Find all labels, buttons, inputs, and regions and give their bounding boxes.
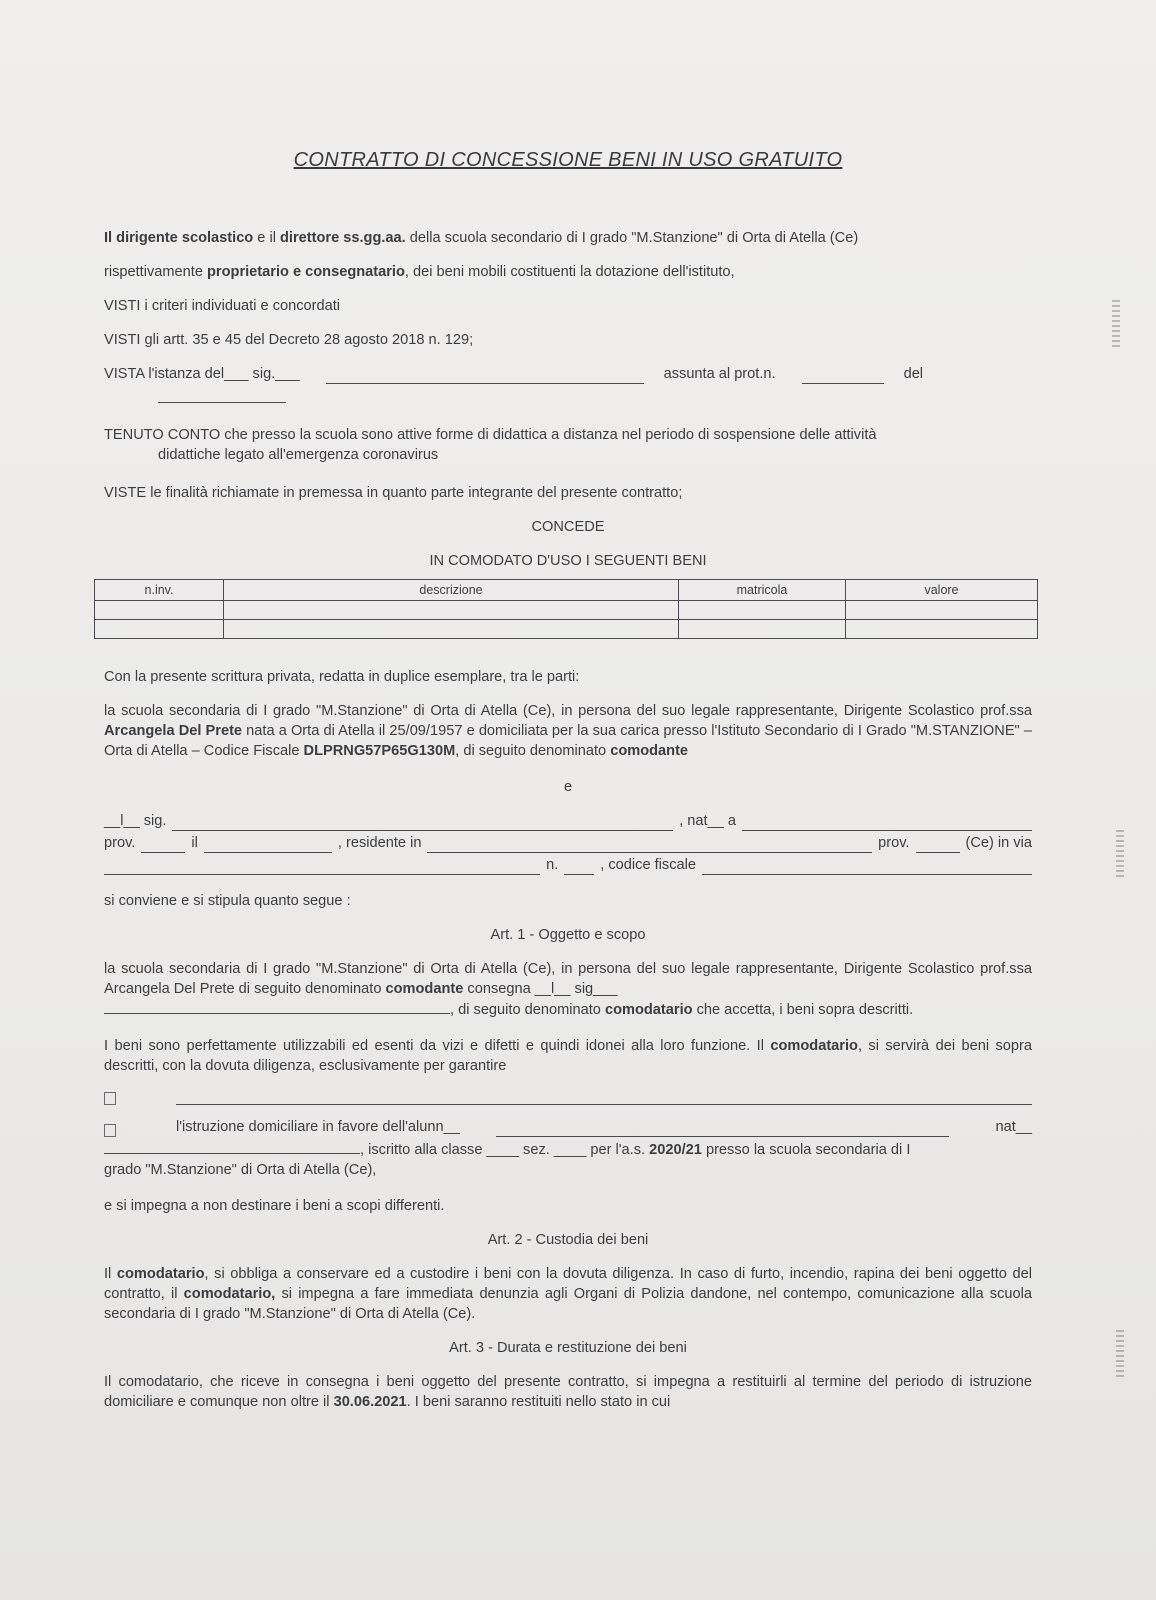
bold-proprietario: proprietario e consegnatario: [207, 264, 405, 280]
vista-istanza: [104, 364, 1032, 384]
scan-binder-mark: [1112, 300, 1120, 350]
art1-text-b: consegna __l__ sig___: [463, 981, 618, 997]
viste-finalita: VISTE le finalità richiamate in premessa in quanto parte integrante del presente contratto;: [104, 485, 683, 501]
codice-fiscale-label: , codice fiscale: [600, 857, 696, 873]
nato-label-2: nat__: [995, 1119, 1032, 1135]
col-header-ninv: n.inv.: [95, 580, 224, 601]
school-text-a: la scuola secondaria di I grado "M.Stanzione" di Orta di Atella (Ce), in persona del suo legale rappresentante, Dirigente Scolastico prof.ssa: [104, 703, 1032, 719]
class-line: [104, 1139, 1032, 1160]
recipient-blank: [104, 999, 450, 1014]
and-separator: e: [563, 779, 573, 795]
table-cell: [846, 601, 1038, 620]
art1-text-a: la scuola secondaria di I grado "M.Stanzione" di Orta di Atella (Ce), in persona del suo legale rappresentante, Dirigente Scolastico prof.ssa Arcangela Del Prete di seguito denominato: [104, 961, 1032, 997]
checkbox[interactable]: [104, 1092, 116, 1105]
birthdate-blank: [204, 838, 332, 853]
comodatario-term: comodatario: [604, 1002, 693, 1018]
comodatario-term-2: comodatario: [770, 1038, 858, 1054]
checkbox[interactable]: [104, 1124, 116, 1137]
intro-and: e il: [253, 230, 280, 246]
document-body: [104, 150, 1032, 1412]
street-blank: [104, 862, 540, 875]
class-text: , iscritto alla classe ____ sez. ____ per l'a.s.: [360, 1142, 650, 1158]
table-cell: [679, 620, 846, 639]
dirigente-name: Arcangela Del Prete: [104, 723, 243, 739]
birth-blank: [104, 1139, 360, 1154]
vista-label: VISTA l'istanza del___ sig.___: [104, 366, 300, 382]
comodatario-field-line-1: [104, 811, 1032, 831]
table-cell: [679, 601, 846, 620]
visti-criteri: VISTI i criteri individuati e concordati: [104, 298, 341, 314]
art1-p2-b: , si servirà dei beni sopra descritti, con la dovuta diligenza, esclusivamente per garantire: [104, 1038, 1032, 1074]
school-grade-line: grado "M.Stanzione" di Orta di Atella (Ce),: [104, 1162, 377, 1178]
table-row: [95, 620, 1038, 639]
prov2-label: prov.: [878, 835, 910, 851]
vista-del-label: del: [903, 366, 924, 382]
art3-text-a: Il comodatario, che riceve in consegna i beni oggetto del presente contratto, si impegna a restituirli al termine del periodo di istruzione domiciliare e comunque non oltre il: [104, 1374, 1032, 1410]
concede-heading: CONCEDE: [531, 519, 605, 535]
art3-text-b: . I beni saranno restituiti nello stato in cui: [406, 1394, 671, 1410]
table-header-row: [95, 580, 1038, 601]
purpose-blank: [176, 1092, 1032, 1105]
art1-text-d: che accetta, i beni sopra descritti.: [692, 1002, 914, 1018]
art1-paragraph-3: e si impegna a non destinare i beni a scopi differenti.: [104, 1198, 445, 1214]
purpose-option-2[interactable]: [104, 1117, 1032, 1137]
vista-name-blank: [326, 369, 644, 384]
art3-paragraph: [104, 1372, 1032, 1412]
tenuto-conto-line-2: didattiche legato all'emergenza coronavirus: [158, 447, 439, 463]
numero-label: n.: [546, 857, 559, 873]
table-cell: [846, 620, 1038, 639]
comodante-term: comodante: [610, 743, 689, 759]
conviene-line: si conviene e si stipula quanto segue :: [104, 893, 351, 909]
vista-prot-blank: [802, 369, 884, 384]
scan-binder-mark: [1116, 830, 1124, 880]
school-year: 2020/21: [649, 1142, 702, 1158]
prov-label: prov.: [104, 835, 136, 851]
residence-blank: [427, 840, 872, 853]
art2-paragraph: [104, 1264, 1032, 1324]
nato-label: , nat__ a: [679, 813, 736, 829]
return-date: 30.06.2021: [333, 1394, 407, 1410]
art1-p2-a: I beni sono perfettamente utilizzabili ed esenti da vizi e difetti e quindi idonei alla loro funzione. Il: [104, 1038, 771, 1054]
parties-intro: Con la presente scrittura privata, redatta in duplice esemplare, tra le parti:: [104, 669, 580, 685]
istruzione-domiciliare-text: l'istruzione domiciliare in favore dell'alunn__: [176, 1119, 460, 1135]
intro-line-1-rest: della scuola secondario di I grado "M.Stanzione" di Orta di Atella (Ce): [405, 230, 859, 246]
intro-line-2-pre: rispettivamente: [104, 264, 208, 280]
document-title: CONTRATTO DI CONCESSIONE BENI IN USO GRATUITO: [293, 149, 843, 171]
birthplace-blank: [742, 816, 1032, 831]
art2-heading: Art. 2 - Custodia dei beni: [487, 1232, 649, 1248]
numero-blank: [564, 860, 594, 875]
class-text-end: presso la scuola secondaria di I: [701, 1142, 911, 1158]
prov-blank: [141, 838, 185, 853]
residente-label: , residente in: [337, 835, 422, 851]
table-cell: [95, 601, 224, 620]
tenuto-conto-line-1: TENUTO CONTO che presso la scuola sono attive forme di didattica a distanza nel periodo di sospensione delle attività: [104, 427, 877, 443]
school-text-b: nata a Orta di Atella il 25/09/1957 e domiciliata per la sua carica presso l'Istituto Secondario di I Grado "M.STANZIONE" – Orta di Atella – Codice Fiscale: [104, 723, 1032, 759]
comodante-term-2: comodante: [385, 981, 464, 997]
vista-date-line: [158, 388, 1032, 409]
art2-text-a: Il: [104, 1266, 117, 1282]
art1-paragraph-2: [104, 1036, 1032, 1076]
col-header-valore: valore: [846, 580, 1038, 601]
table-cell: [224, 620, 679, 639]
comodatario-field-line-3: [104, 855, 1032, 875]
prov2-blank: [916, 838, 960, 853]
il-label: il: [191, 835, 198, 851]
intro-line-2: [104, 262, 1032, 282]
art3-heading: Art. 3 - Durata e restituzione dei beni: [449, 1340, 687, 1356]
col-header-descrizione: descrizione: [224, 580, 679, 601]
comodatario-field-line-2: [104, 833, 1032, 853]
col-header-matricola: matricola: [679, 580, 846, 601]
comodatario-term-3: comodatario: [116, 1266, 205, 1282]
art1-paragraph-1: [104, 959, 1032, 999]
intro-line-1: [104, 228, 1032, 248]
comodatario-term-4: comodatario,: [183, 1286, 276, 1302]
vista-prot-label: assunta al prot.n.: [663, 366, 776, 382]
school-text-c: , di seguito denominato: [455, 743, 611, 759]
vista-date-blank: [158, 388, 286, 403]
art2-text-b: , si obbliga a conservare ed a custodire i beni con la dovuta diligenza. In caso di furto, incendio, rapina dei beni oggetto del contratto, il: [104, 1266, 1032, 1302]
beni-table: [94, 579, 1038, 639]
comodato-heading: IN COMODATO D'USO I SEGUENTI BENI: [429, 553, 707, 569]
intro-line-2-rest: , dei beni mobili costituenti la dotazione dell'istituto,: [404, 264, 735, 280]
bold-dirigente: Il dirigente scolastico: [104, 230, 254, 246]
art1-paragraph-1-end: [104, 999, 1032, 1020]
table-row: [95, 601, 1038, 620]
visti-decreto: VISTI gli artt. 35 e 45 del Decreto 28 agosto 2018 n. 129;: [104, 332, 474, 348]
sig-label: __l__ sig.: [104, 813, 167, 829]
art1-heading: Art. 1 - Oggetto e scopo: [490, 927, 646, 943]
art2-text-c: si impegna a fare immediata denunzia agli Organi di Polizia dandone, nel contempo, comunicazione alla scuola secondaria di I grado "M.Stanzione" di Orta di Atella (Ce).: [104, 1286, 1032, 1322]
bold-direttore: direttore ss.gg.aa.: [280, 230, 406, 246]
comodante-paragraph: [104, 701, 1032, 761]
scan-binder-mark: [1116, 1330, 1124, 1380]
codice-fiscale-value: DLPRNG57P65G130M: [303, 743, 456, 759]
art1-text-c: , di seguito denominato: [450, 1002, 605, 1018]
via-label: (Ce) in via: [965, 835, 1032, 851]
table-cell: [224, 601, 679, 620]
purpose-option-1[interactable]: [104, 1092, 1032, 1105]
codice-fiscale-blank: [702, 860, 1032, 875]
table-cell: [95, 620, 224, 639]
student-name-blank: [496, 1124, 950, 1137]
sig-name-blank: [172, 818, 673, 831]
